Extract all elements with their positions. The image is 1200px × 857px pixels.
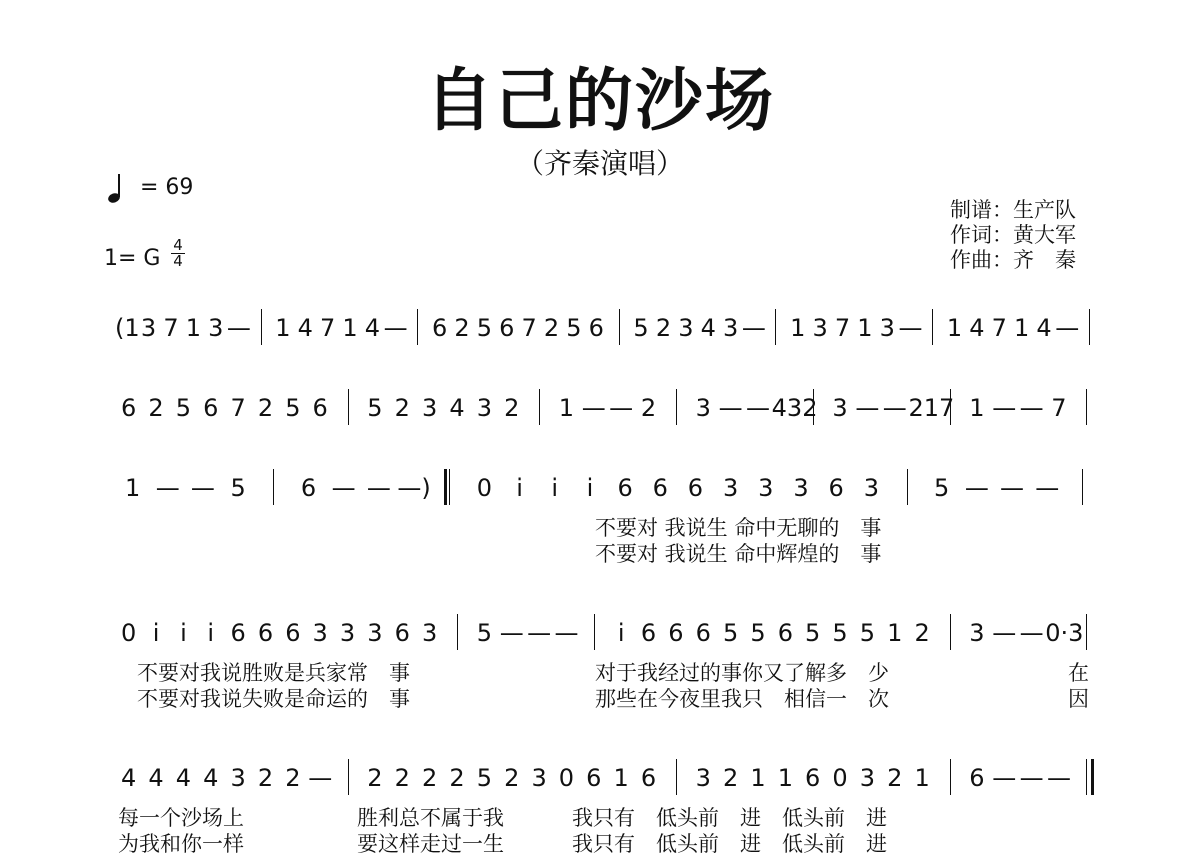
bar-line [261,309,262,345]
jianpu-note: 4 [297,314,313,342]
jianpu-note: 5 [230,474,246,502]
jianpu-symbol: — [155,474,180,502]
key-signature: 1= G [104,246,161,271]
jianpu-note: 2 [454,314,470,342]
jianpu-note: 3 [863,474,879,502]
lyric-line-4f: 因 [1068,687,1089,711]
lyric-line-3b: 不要对 我说生 命中辉煌的 事 [595,542,882,566]
jianpu-note: 7 [163,314,179,342]
bar-line [348,759,349,795]
jianpu-note: 6 [617,474,633,502]
jianpu-note: 3 [367,619,383,647]
jianpu-note: 4 [700,314,716,342]
jianpu-note: 6 [687,474,704,502]
jianpu-note: 7 [320,314,336,342]
bar-line [1089,309,1090,345]
jianpu-note: 4 [121,764,137,792]
jianpu-note: 5 [566,314,582,342]
jianpu-note: i [152,619,160,647]
jianpu-note: 5 [633,314,649,342]
jianpu-note: 3 [312,619,328,647]
jianpu-note: 1 [185,314,201,342]
jianpu-note: 6 [203,394,219,422]
jianpu-note: 6 [257,619,274,647]
jianpu-note: i [207,619,215,647]
bar-line [950,389,951,425]
lyric-line-4e: 在 [1068,661,1089,685]
jianpu-note: 6 [969,764,985,792]
jianpu-note: 3 [339,619,356,647]
jianpu-symbol: — [527,619,552,647]
jianpu-symbol: — [855,394,880,422]
jianpu-note: 5 [805,619,821,647]
lyric-line-5b: 为我和你一样 [118,832,244,856]
jianpu-note: i [516,474,523,502]
jianpu-note: 5 [750,619,766,647]
jianpu-note: 3 [859,764,876,792]
jianpu-note: 6 [777,619,793,647]
bar-line [932,309,933,345]
jianpu-note: 2 [394,764,410,792]
time-signature [171,238,185,269]
bar-line [676,759,677,795]
jianpu-note: 5 [722,619,739,647]
credit-arranger: 制谱：生产队 [950,198,1076,222]
jianpu-symbol: — [499,619,524,647]
bar-line [594,614,595,650]
jianpu-note: 5 [285,394,301,422]
jianpu-note: 3 [695,394,711,422]
jianpu-symbol: — [1046,764,1071,792]
jianpu-note: 4 [364,314,381,342]
jianpu-note: 2 [504,764,520,792]
jianpu-note: 6 [640,619,657,647]
song-title: 自己的沙场 [424,62,775,141]
jianpu-note: 2 [543,314,560,342]
jianpu-note: 1 [342,314,358,342]
repeat-bar-line [444,469,447,505]
jianpu-note: 3 [722,474,739,502]
jianpu-note: 2 [148,394,164,422]
jianpu-note: 1 [969,394,985,422]
jianpu-note: 5 [859,619,876,647]
jianpu-symbol: — [609,394,634,422]
jianpu-note: 2 [422,764,438,792]
jianpu-note: 6 [499,314,515,342]
jianpu-symbol: — [882,394,907,422]
jianpu-note: 3 [758,474,774,502]
jianpu-note: 0 [558,764,575,792]
jianpu-note: 0 [832,764,848,792]
jianpu-note: 3 [969,619,985,647]
lyric-line-4d: 那些在今夜里我只 相信一 次 [595,687,889,711]
jianpu-note: 1 [750,764,766,792]
jianpu-note: i [180,619,187,647]
jianpu-note: 0·3 [1045,619,1084,647]
jianpu-note: 3 [678,314,694,342]
jianpu-note: 3 [476,394,492,422]
time-signature-top: 4 [173,236,183,254]
credits [950,198,1076,273]
jianpu-symbol: — [992,394,1017,422]
jianpu-note: 432 [771,394,818,422]
jianpu-note: 6 [230,619,246,647]
lyric-line-5c: 胜利总不属于我 [357,806,504,830]
jianpu-note: 1 [1014,314,1030,342]
jianpu-symbol: — [718,394,743,422]
jianpu-symbol: — [331,474,356,502]
jianpu-note: 2 [640,394,657,422]
bar-line [813,389,814,425]
jianpu-note: 6 [652,474,668,502]
jianpu-note: 3 [140,314,157,342]
jianpu-symbol: — [898,314,923,342]
score-row [0,618,1200,658]
jianpu-note: 1 [790,314,806,342]
jianpu-note: 6 [586,764,602,792]
lyric-line-4c: 对于我经过的事你又了解多 少 [595,661,889,685]
jianpu-symbol: — [1055,314,1080,342]
jianpu-note: 2 [285,764,301,792]
jianpu-note: 5 [476,314,492,342]
jianpu-note: 6 [828,474,844,502]
time-signature-bottom: 4 [171,253,185,269]
jianpu-note: i [551,474,559,502]
jianpu-note: 5 [175,394,192,422]
jianpu-note: 4 [148,764,164,792]
lyric-line-5a: 每一个沙场上 [118,806,244,830]
jianpu-note: 6 [640,764,657,792]
bar-line [348,389,349,425]
bar-line [1086,614,1087,650]
jianpu-note: 1 [946,314,963,342]
jianpu-note: 2 [257,394,274,422]
jianpu-note: 0 [121,619,137,647]
jianpu-note: 6 [431,314,448,342]
jianpu-note: 4 [449,394,465,422]
jianpu-note: 5 [367,394,383,422]
jianpu-symbol: — [741,314,766,342]
score-row [0,763,1200,803]
jianpu-note: i [586,474,594,502]
credit-lyricist: 作词：黄大军 [950,223,1076,247]
bar-line [619,309,620,345]
jianpu-note: 3 [531,764,547,792]
jianpu-symbol: — [308,764,333,792]
score-row [0,473,1200,513]
jianpu-note: 6 [695,619,711,647]
jianpu-note: 7 [230,394,246,422]
lyric-line-5f: 我只有 低头前 进 低头前 进 [572,832,887,856]
jianpu-note: 1 [124,474,141,502]
jianpu-note: 6 [121,394,137,422]
jianpu-note: 2 [449,764,465,792]
jianpu-note: 2 [887,764,903,792]
jianpu-note: 7 [1051,394,1067,422]
jianpu-note: 4 [969,314,985,342]
lyric-line-5e: 我只有 低头前 进 低头前 进 [572,806,887,830]
bar-line [950,614,951,650]
jianpu-note: 7 [991,314,1007,342]
lyric-line-4b: 不要对我说失败是命运的 事 [137,687,410,711]
bar-line [775,309,776,345]
jianpu-note: 3 [422,619,438,647]
jianpu-note: 6 [588,314,604,342]
bar-line [1086,389,1087,425]
jianpu-note: 2 [394,394,410,422]
jianpu-note: i [617,619,625,647]
jianpu-symbol: — [1035,474,1060,502]
bar-line [676,389,677,425]
jianpu-note: 4 [175,764,192,792]
jianpu-symbol: —) [397,474,431,502]
bar-line [417,309,418,345]
jianpu-symbol: — [383,314,408,342]
jianpu-note: 6 [312,394,328,422]
bar-line [449,469,450,505]
jianpu-symbol: — [992,619,1017,647]
jianpu-symbol: — [1019,394,1044,422]
performer-subtitle: （齐秦演唱） [515,147,684,180]
jianpu-note: 3 [695,764,711,792]
jianpu-note: 3 [722,314,739,342]
bar-line [457,614,458,650]
jianpu-note: 2 [367,764,383,792]
bar-line [539,389,540,425]
repeat-bar-line [1091,759,1094,795]
jianpu-note: 3 [832,394,848,422]
jianpu-note: 6 [285,619,301,647]
jianpu-note: 3 [812,314,828,342]
bar-line [273,469,274,505]
score-row [0,313,1200,353]
jianpu-note: 3 [422,394,438,422]
credit-composer: 作曲：齐 秦 [950,248,1076,272]
jianpu-note: 3 [793,474,809,502]
jianpu-note: (1 [115,314,140,342]
jianpu-note: 1 [613,764,629,792]
jianpu-note: 6 [300,474,317,502]
lyric-line-5d: 要这样走过一生 [357,832,504,856]
jianpu-note: 6 [394,619,410,647]
jianpu-note: 6 [805,764,821,792]
jianpu-symbol: — [992,764,1017,792]
jianpu-note: 0 [476,474,492,502]
jianpu-note: 6 [668,619,684,647]
jianpu-symbol: — [964,474,989,502]
jianpu-note: 1 [558,394,575,422]
jianpu-note: 7 [521,314,537,342]
jianpu-note: 1 [857,314,873,342]
jianpu-note: 1 [914,764,930,792]
jianpu-note: 7 [834,314,851,342]
jianpu-note: 5 [934,474,950,502]
lyric-line-4a: 不要对我说胜败是兵家常 事 [137,661,410,685]
bar-line [907,469,908,505]
quarter-note-icon [108,172,128,204]
jianpu-note: 2 [914,619,930,647]
jianpu-note: 1 [777,764,793,792]
jianpu-note: 5 [476,764,492,792]
jianpu-note: 2 [722,764,739,792]
bar-line [1082,469,1083,505]
jianpu-symbol: — [366,474,391,502]
jianpu-note: 2 [655,314,672,342]
jianpu-note: 2 [504,394,520,422]
jianpu-symbol: — [1000,474,1025,502]
bar-line [1086,759,1087,795]
jianpu-note: 5 [832,619,848,647]
jianpu-note: 217 [908,394,955,422]
jianpu-note: 3 [230,764,246,792]
jianpu-symbol: — [554,619,579,647]
jianpu-note: 2 [257,764,274,792]
jianpu-note: 4 [203,764,219,792]
jianpu-symbol: — [190,474,215,502]
jianpu-note: 1 [887,619,903,647]
lyric-line-3a: 不要对 我说生 命中无聊的 事 [595,516,882,540]
bar-line [950,759,951,795]
jianpu-note: 1 [275,314,291,342]
jianpu-symbol: — [226,314,251,342]
jianpu-symbol: — [581,394,606,422]
tempo-marking: = 69 [140,175,194,200]
jianpu-note: 4 [1036,314,1052,342]
jianpu-symbol: — [745,394,770,422]
jianpu-note: 3 [208,314,224,342]
jianpu-symbol: — [1019,619,1044,647]
score-row [0,393,1200,433]
jianpu-symbol: — [1019,764,1044,792]
jianpu-note: 3 [879,314,895,342]
jianpu-note: 5 [476,619,492,647]
